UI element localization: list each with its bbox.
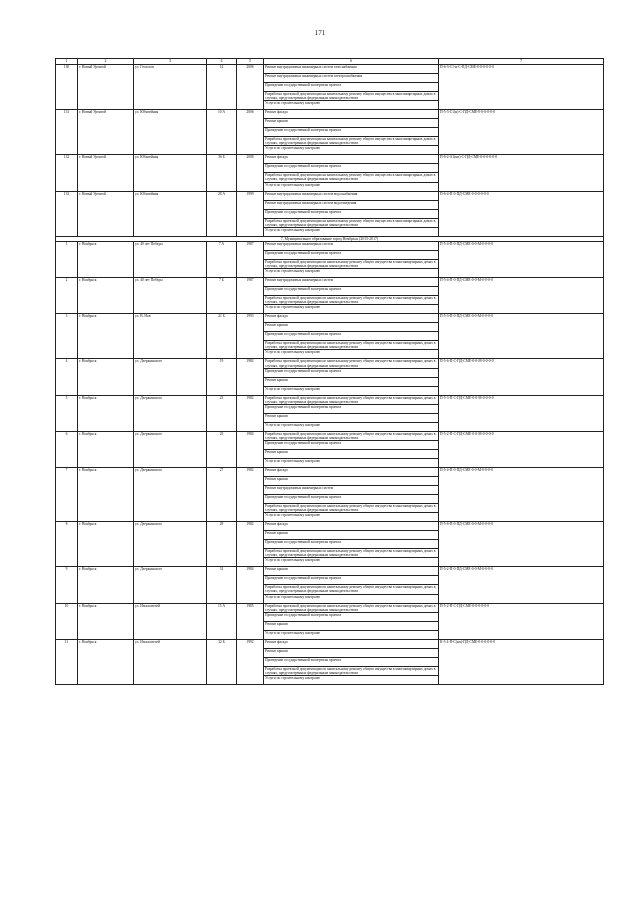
work-type-cell: Разработка проектной документации по капитальному ремонту общего имущества в многоквартирных домах в случаях, предусмотренных федеральным законодательством	[264, 395, 439, 404]
work-type-cell: Ремонт фасада	[264, 522, 439, 531]
year-cell: 1987	[237, 241, 264, 277]
construction-code-cell: П-5-2-П-0-ПД-СМЕ-0-0-М-0-0-0-0	[439, 567, 604, 603]
work-type-cell: Проведение государственной экспертизы проекта	[264, 164, 439, 173]
city-cell: г. Новый Уренгой	[78, 155, 134, 191]
street-cell: ул. Юбилейная	[134, 110, 207, 155]
city-cell: г. Ноябрьск	[78, 431, 134, 467]
work-type-cell: Ремонт фасада	[264, 314, 439, 323]
work-type-cell: Услуги по строительному контролю	[264, 227, 439, 236]
row-number: 132	[56, 155, 78, 191]
work-type-cell: Ремонт внутридомовых инженерных систем	[264, 241, 439, 250]
work-type-cell: Ремонт внутридомовых инженерных систем газоснабжения	[264, 65, 439, 74]
work-type-cell: Ремонт крыши	[264, 567, 439, 576]
house-cell: 32 Б	[207, 639, 237, 684]
table-row	[56, 314, 604, 323]
row-number: 8	[56, 522, 78, 567]
house-cell: 19	[207, 359, 237, 395]
street-cell: ул. Юбилейная	[134, 191, 207, 236]
work-type-cell: Разработка проектной документации по капитальному ремонту общего имущества в многоквартирных домах в случаях, предусмотренных федеральным законодательством	[264, 503, 439, 512]
city-cell: г. Ноябрьск	[78, 278, 134, 314]
table-row	[56, 567, 604, 576]
column-number: 6	[264, 59, 439, 65]
work-type-cell: Проведение государственной экспертизы проекта	[264, 612, 439, 621]
house-cell: 7 Б	[207, 278, 237, 314]
work-type-cell: Ремонт крыши	[264, 323, 439, 332]
construction-code-cell: П-5-2-П-С-ПД-СМЕ-0-0-0-0-0-0	[439, 603, 604, 639]
house-cell: 7 А	[207, 241, 237, 277]
house-cell: 10 А	[207, 110, 237, 155]
street-cell: ул. 40 лет Победы	[134, 278, 207, 314]
work-type-cell: Ремонт внутридомовых инженерных систем водоотведения	[264, 200, 439, 209]
work-type-cell: Ремонт крыши	[264, 413, 439, 422]
row-number: 130	[56, 65, 78, 110]
work-type-cell: Разработка проектной документации на капитальному ремонту общего имущества в многоквартирных домах в случаях, предусмотренных федеральным законодательством	[264, 137, 439, 146]
street-cell: ул. Изыскателей	[134, 603, 207, 639]
work-type-cell: Проведение государственной экспертизы проекта	[264, 540, 439, 549]
work-type-cell: Проведение государственной экспертизы проекта	[264, 404, 439, 413]
work-type-cell: Ремонт внутридомовых инженерных систем электроснабжения	[264, 74, 439, 83]
year-cell: 1987	[237, 278, 264, 314]
table-row	[56, 522, 604, 531]
column-number: 4	[207, 59, 237, 65]
row-number: 1	[56, 241, 78, 277]
table-row	[56, 603, 604, 612]
repair-program-table	[55, 58, 604, 685]
year-cell: 2008	[237, 155, 264, 191]
year-cell: 1982	[237, 522, 264, 567]
construction-code-cell: П-5-3-П-0-ПД-СМЕ-0-0-М-0-0-0-0	[439, 314, 604, 359]
year-cell: 1985	[237, 603, 264, 639]
table-row	[56, 155, 604, 164]
construction-code-cell: П-5-4-П-0-ПД-СМЕ-0-0-М-0-0-0-0	[439, 467, 604, 521]
column-number: 2	[78, 59, 134, 65]
column-number: 3	[134, 59, 207, 65]
table-row	[56, 191, 604, 200]
city-cell: г. Ноябрьск	[78, 314, 134, 359]
table-row	[56, 110, 604, 119]
construction-code-cell: П-5-6-П-0-ПД-СМЕ-0-0-М-0-0-0-0	[439, 522, 604, 567]
street-cell: ул. Дзержинского	[134, 467, 207, 521]
year-cell: 1999	[237, 191, 264, 236]
work-type-cell: Услуги по строительному контролю	[264, 386, 439, 395]
row-number: 5	[56, 395, 78, 431]
year-cell: 1993	[237, 314, 264, 359]
construction-code-cell: П-6-2-А1(нп)-С-ПД-СМЕ-0-0-0-0-0-0	[439, 155, 604, 191]
house-cell: 28 А	[207, 191, 237, 236]
row-number: 7	[56, 467, 78, 521]
city-cell: г. Ноябрьск	[78, 241, 134, 277]
year-cell: 2006	[237, 65, 264, 110]
work-type-cell: Разработка проектной документации по капитальному ремонту общего имущества в многоквартирных домах в случаях, предусмотренных федеральным законодательством	[264, 341, 439, 350]
house-cell: 29	[207, 522, 237, 567]
city-cell: г. Новый Уренгой	[78, 110, 134, 155]
construction-code-cell: П-5-4-П-0-ПД-СМЕ-0-0-М-0-0-0-0	[439, 241, 604, 277]
work-type-cell: Проведение государственной экспертизы проекта	[264, 209, 439, 218]
street-cell: ул. Дзержинского	[134, 522, 207, 567]
work-type-cell: Ремонт внутридомовых инженерных систем	[264, 485, 439, 494]
year-cell: 1982	[237, 467, 264, 521]
row-number: 9	[56, 567, 78, 603]
city-cell: г. Ноябрьск	[78, 395, 134, 431]
work-type-cell: Разработка проектной документации на капитальному ремонту общего имущества в многоквартирных домах в случаях, предусмотренных федеральным законодательством	[264, 218, 439, 227]
work-type-cell: Услуги по строительному контролю	[264, 101, 439, 110]
work-type-cell: Услуги по строительному контролю	[264, 558, 439, 567]
construction-code-cell: П-5-4-П-0-ПД-СМЕ-0-0-М-0-0-0-0	[439, 278, 604, 314]
house-cell: 31	[207, 567, 237, 603]
work-type-cell: Ремонт крыши	[264, 648, 439, 657]
table-row	[56, 359, 604, 368]
work-type-cell: Услуги по строительному контролю	[264, 350, 439, 359]
work-type-cell: Ремонт крыши	[264, 449, 439, 458]
construction-code-cell: П-5-3-С1(н)-С-ПД-СМЕ-0-0-0-0-0-0	[439, 110, 604, 155]
work-type-cell: Проведение государственной экспертизы проекта	[264, 83, 439, 92]
city-cell: г. Новый Уренгой	[78, 65, 134, 110]
work-type-cell: Ремонт внутридомовых инженерных систем	[264, 278, 439, 287]
work-type-cell: Ремонт крыши	[264, 476, 439, 485]
house-cell: 36 Б	[207, 155, 237, 191]
construction-code-cell: К-5-4-П-С(нп)-ПД-СМЕ-0-0-0-0-0-0	[439, 639, 604, 684]
work-type-cell: Ремонт фасада	[264, 155, 439, 164]
work-type-cell: Ремонт фасада	[264, 467, 439, 476]
row-number: 11	[56, 639, 78, 684]
construction-code-cell: П-5-3-П-С-ПД-СМЕ-0-0-М-0-0-0-0	[439, 395, 604, 431]
row-number: 6	[56, 431, 78, 467]
street-cell: ул. 40 лет Победы	[134, 241, 207, 277]
work-type-cell: Проведение государственной экспертизы проекта	[264, 287, 439, 296]
table-row	[56, 241, 604, 250]
city-cell: г. Ноябрьск	[78, 467, 134, 521]
city-cell: г. Ноябрьск	[78, 567, 134, 603]
work-type-cell: Проведение государственной экспертизы проекта	[264, 494, 439, 503]
construction-code-cell: П-6-3-С1-н-С-ПД-СМЕ-0-0-0-0-0-0	[439, 65, 604, 110]
work-type-cell: Разработка проектной документации по капитальному ремонту общего имущества в многоквартирных домах в случаях, предусмотренных федеральным законодательством	[264, 585, 439, 594]
table-body	[56, 59, 604, 685]
row-number: 10	[56, 603, 78, 639]
work-type-cell: Проведение государственной экспертизы проекта	[264, 250, 439, 259]
work-type-cell: Услуги по строительному контролю	[264, 513, 439, 522]
house-cell: 15 А	[207, 603, 237, 639]
city-cell: г. Ноябрьск	[78, 522, 134, 567]
house-cell: 14	[207, 65, 237, 110]
work-type-cell: Ремонт фасада	[264, 639, 439, 648]
work-type-cell: Проведение государственной экспертизы проекта	[264, 368, 439, 377]
work-type-cell: Разработка проектной документации по капитальному ремонту общего имущества в многоквартирных домах в случаях, предусмотренных федеральным законодательством	[264, 549, 439, 558]
page-number: 171	[314, 29, 326, 37]
work-type-cell: Разработка проектной документации по капитальному ремонту общего имущества в многоквартирных домах в случаях, предусмотренных федеральным законодательством	[264, 359, 439, 368]
work-type-cell: Проведение государственной экспертизы проекта	[264, 440, 439, 449]
work-type-cell: Разработка проектной документации на капитальному ремонту общего имущества в многоквартирных домах в случаях, предусмотренных федеральным законодательством	[264, 92, 439, 101]
year-cell: 1984	[237, 567, 264, 603]
table-row	[56, 431, 604, 440]
street-cell: ул. Дзержинского	[134, 567, 207, 603]
construction-code-cell: П-5-2-П-С-ПД-СМЕ-0-0-М-0-0-0-0	[439, 431, 604, 467]
work-type-cell: Разработка проектной документации по капитальному ремонту общего имущества в многоквартирных домах в случаях, предусмотренных федеральным законодательством	[264, 603, 439, 612]
street-cell: ул. Дзержинского	[134, 395, 207, 431]
column-number: 5	[237, 59, 264, 65]
work-type-cell: Услуги по строительному контролю	[264, 269, 439, 278]
column-number: 1	[56, 59, 78, 65]
table-row	[56, 395, 604, 404]
street-cell: ул. Дзержинского	[134, 359, 207, 395]
work-type-cell: Проведение государственной экспертизы проекта	[264, 332, 439, 341]
section-title: 7. Муниципальное образование город Ноябрьск (2015-2017)	[56, 236, 604, 241]
work-type-cell: Услуги по строительному контролю	[264, 675, 439, 684]
street-cell: ул. Изыскателей	[134, 639, 207, 684]
street-cell: ул. В. Нов	[134, 314, 207, 359]
row-number: 131	[56, 110, 78, 155]
house-cell: 21 Б	[207, 314, 237, 359]
work-type-cell: Разработка проектной документации по капитальному ремонту общего имущества в многоквартирных домах в случаях, предусмотренных федеральным законодательством	[264, 666, 439, 675]
year-cell: 1992	[237, 639, 264, 684]
city-cell: г. Ноябрьск	[78, 359, 134, 395]
construction-code-cell: П-6-4-П-0-ПД-СМЕ-0-0-0-0-0-0	[439, 191, 604, 236]
street-cell: ул. Юбилейная	[134, 155, 207, 191]
work-type-cell: Проведение государственной экспертизы проекта	[264, 576, 439, 585]
row-number: 4	[56, 359, 78, 395]
work-type-cell: Проведение государственной экспертизы проекта	[264, 128, 439, 137]
city-cell: г. Новый Уренгой	[78, 191, 134, 236]
year-cell: 2006	[237, 110, 264, 155]
row-number: 2	[56, 278, 78, 314]
city-cell: г. Ноябрьск	[78, 603, 134, 639]
year-cell: 1982	[237, 395, 264, 431]
row-number: 133	[56, 191, 78, 236]
table-row	[56, 467, 604, 476]
work-type-cell: Проведение государственной экспертизы проекта	[264, 657, 439, 666]
work-type-cell: Услуги по строительному контролю	[264, 182, 439, 191]
work-type-cell: Услуги по строительному контролю	[264, 630, 439, 639]
house-cell: 25	[207, 431, 237, 467]
work-type-cell: Услуги по строительному контролю	[264, 594, 439, 603]
work-type-cell: Разработка проектной документации по капитальному ремонту общего имущества в многоквартирных домах в случаях, предусмотренных федеральным законодательством	[264, 431, 439, 440]
table-row	[56, 278, 604, 287]
work-type-cell: Ремонт внутридомовых инженерных систем водоснабжения	[264, 191, 439, 200]
work-type-cell: Ремонт крыши	[264, 531, 439, 540]
work-type-cell: Ремонт крыши	[264, 621, 439, 630]
work-type-cell: Разработка проектной документации по капитальному ремонту общего имущества в многоквартирных домах в случаях, предусмотренных федеральным законодательством	[264, 296, 439, 305]
table-row	[56, 639, 604, 648]
house-cell: 23	[207, 395, 237, 431]
column-number: 7	[439, 59, 604, 65]
year-cell: 1982	[237, 359, 264, 395]
street-cell: ул. Геологов	[134, 65, 207, 110]
work-type-cell: Разработка проектной документации по капитальному ремонту общего имущества в многоквартирных домах в случаях, предусмотренных федеральным законодательством	[264, 259, 439, 268]
work-type-cell: Услуги по строительному контролю	[264, 146, 439, 155]
street-cell: ул. Дзержинского	[134, 431, 207, 467]
table-row	[56, 65, 604, 74]
work-type-cell: Ремонт фасада	[264, 110, 439, 119]
work-type-cell: Услуги по строительному контролю	[264, 458, 439, 467]
work-type-cell: Услуги по строительному контролю	[264, 422, 439, 431]
work-type-cell: Разработка проектной документации на капитальному ремонту общего имущества в многоквартирных домах в случаях, предусмотренных федеральным законодательством	[264, 173, 439, 182]
work-type-cell: Ремонт крыши	[264, 119, 439, 128]
work-type-cell: Ремонт крыши	[264, 377, 439, 386]
house-cell: 27	[207, 467, 237, 521]
work-type-cell: Услуги по строительному контролю	[264, 305, 439, 314]
year-cell: 1984	[237, 431, 264, 467]
construction-code-cell: П-5-6-П-С-ПД-СМЕ-0-0-М-0-0-0-0	[439, 359, 604, 395]
row-number: 3	[56, 314, 78, 359]
city-cell: г. Ноябрьск	[78, 639, 134, 684]
